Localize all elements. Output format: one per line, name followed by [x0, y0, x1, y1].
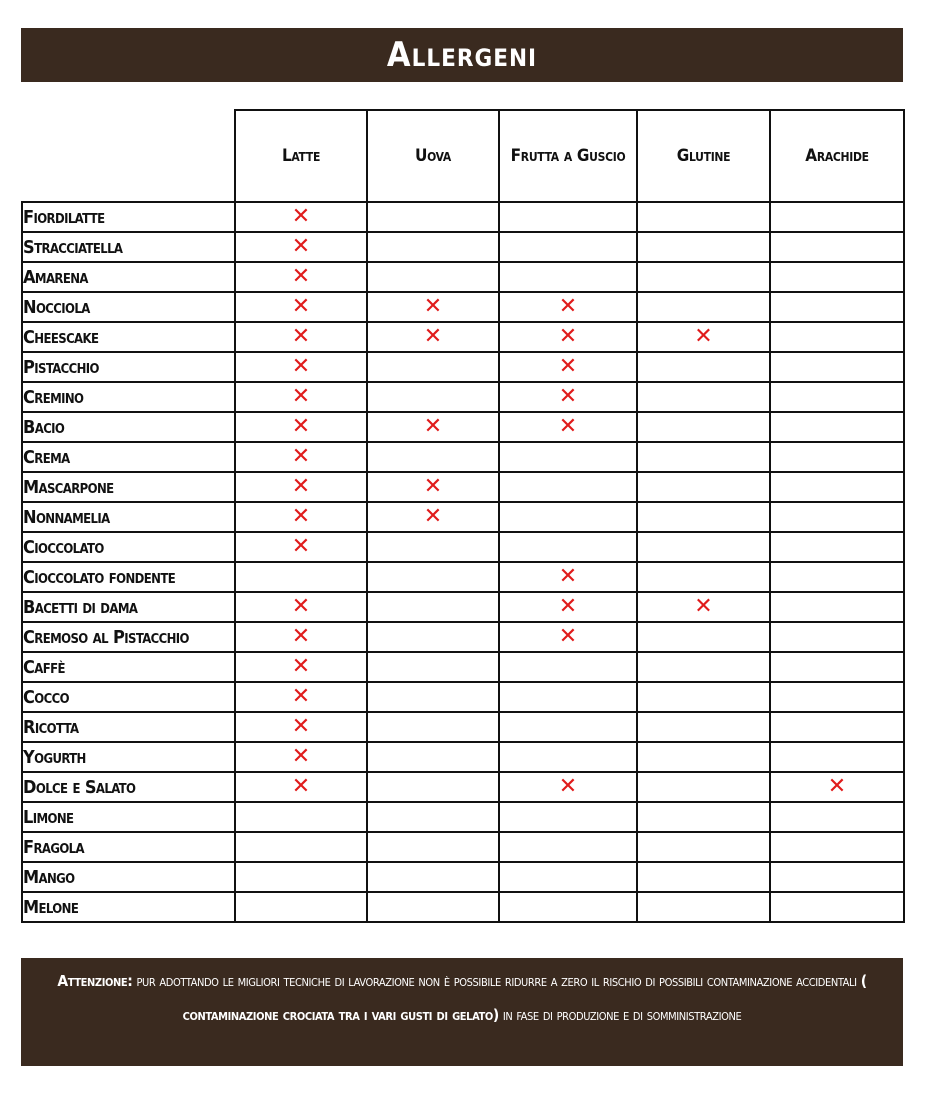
warning-text-1: pur adottando le migliori tecniche di lavorazione non è possibile ridurre a zero il rischio di possibili contaminazione accidentali — [132, 972, 861, 990]
allergen-cell-arachide — [770, 382, 904, 412]
allergen-cell-glutine — [637, 712, 770, 742]
allergen-cell-frutta-a-guscio — [499, 682, 637, 712]
allergen-cell-uova — [367, 322, 499, 352]
allergen-cell-uova — [367, 832, 499, 862]
allergen-cell-frutta-a-guscio — [499, 262, 637, 292]
allergen-cell-glutine — [637, 382, 770, 412]
warning-notice — [21, 958, 903, 1066]
allergen-cell-latte — [235, 232, 367, 262]
flavor-name: Bacetti di dama — [22, 592, 235, 622]
allergen-cell-frutta-a-guscio — [499, 202, 637, 232]
allergen-cell-arachide — [770, 832, 904, 862]
allergen-cell-frutta-a-guscio — [499, 802, 637, 832]
allergen-cell-arachide — [770, 652, 904, 682]
allergen-cell-arachide — [770, 352, 904, 382]
allergen-cell-uova — [367, 592, 499, 622]
cross-icon: ✕ — [291, 624, 311, 649]
cross-icon: ✕ — [558, 354, 578, 379]
allergen-cell-latte — [235, 682, 367, 712]
allergen-cell-frutta-a-guscio — [499, 592, 637, 622]
flavor-name: Nocciola — [22, 292, 235, 322]
table-row — [22, 232, 904, 262]
allergen-cell-arachide — [770, 862, 904, 892]
allergen-cell-latte — [235, 472, 367, 502]
allergen-cell-glutine — [637, 772, 770, 802]
cross-icon: ✕ — [291, 294, 311, 319]
table-row — [22, 622, 904, 652]
allergen-cell-glutine — [637, 562, 770, 592]
allergen-cell-frutta-a-guscio — [499, 232, 637, 262]
allergen-cell-glutine — [637, 532, 770, 562]
allergen-cell-frutta-a-guscio — [499, 532, 637, 562]
column-header-frutta-a-guscio: Frutta a Guscio — [499, 110, 637, 202]
allergen-cell-glutine — [637, 592, 770, 622]
allergen-cell-frutta-a-guscio — [499, 412, 637, 442]
table-row — [22, 262, 904, 292]
allergen-cell-uova — [367, 262, 499, 292]
allergen-cell-uova — [367, 652, 499, 682]
allergen-cell-frutta-a-guscio — [499, 862, 637, 892]
table-row — [22, 502, 904, 532]
column-header-glutine: Glutine — [637, 110, 770, 202]
allergen-cell-frutta-a-guscio — [499, 442, 637, 472]
allergen-cell-uova — [367, 292, 499, 322]
allergen-cell-uova — [367, 412, 499, 442]
allergen-cell-uova — [367, 232, 499, 262]
allergen-cell-arachide — [770, 322, 904, 352]
header-row — [22, 110, 904, 202]
flavor-name: Cheescake — [22, 322, 235, 352]
cross-icon: ✕ — [291, 384, 311, 409]
allergen-cell-glutine — [637, 682, 770, 712]
allergen-table — [21, 109, 905, 923]
cross-icon: ✕ — [558, 324, 578, 349]
allergen-cell-glutine — [637, 622, 770, 652]
allergen-cell-uova — [367, 772, 499, 802]
flavor-name: Amarena — [22, 262, 235, 292]
cross-icon: ✕ — [423, 474, 443, 499]
table-row — [22, 562, 904, 592]
allergen-cell-glutine — [637, 202, 770, 232]
allergen-cell-frutta-a-guscio — [499, 772, 637, 802]
cross-icon: ✕ — [558, 294, 578, 319]
allergen-cell-uova — [367, 472, 499, 502]
allergen-cell-arachide — [770, 622, 904, 652]
allergen-cell-latte — [235, 742, 367, 772]
cross-icon: ✕ — [558, 594, 578, 619]
table-row — [22, 772, 904, 802]
cross-icon: ✕ — [291, 534, 311, 559]
cross-icon: ✕ — [291, 654, 311, 679]
allergen-cell-arachide — [770, 682, 904, 712]
allergen-cell-uova — [367, 892, 499, 922]
cross-icon: ✕ — [291, 684, 311, 709]
allergen-cell-uova — [367, 862, 499, 892]
allergen-cell-latte — [235, 382, 367, 412]
allergen-cell-glutine — [637, 832, 770, 862]
allergen-cell-arachide — [770, 892, 904, 922]
table-row — [22, 592, 904, 622]
column-header-uova: Uova — [367, 110, 499, 202]
allergen-cell-latte — [235, 502, 367, 532]
flavor-name: Melone — [22, 892, 235, 922]
cross-icon: ✕ — [558, 564, 578, 589]
allergen-cell-latte — [235, 712, 367, 742]
allergen-cell-frutta-a-guscio — [499, 892, 637, 922]
title-text: Allergeni — [386, 35, 538, 75]
allergen-cell-arachide — [770, 412, 904, 442]
flavor-name: Fiordilatte — [22, 202, 235, 232]
cross-icon: ✕ — [423, 504, 443, 529]
allergen-cell-frutta-a-guscio — [499, 832, 637, 862]
allergen-cell-uova — [367, 382, 499, 412]
table-row — [22, 682, 904, 712]
allergen-cell-glutine — [637, 652, 770, 682]
table-row — [22, 832, 904, 862]
allergen-cell-latte — [235, 622, 367, 652]
cross-icon: ✕ — [291, 234, 311, 259]
allergen-cell-arachide — [770, 802, 904, 832]
flavor-name: Caffè — [22, 652, 235, 682]
allergen-cell-frutta-a-guscio — [499, 652, 637, 682]
allergen-cell-arachide — [770, 202, 904, 232]
flavor-name: Cioccolato — [22, 532, 235, 562]
cross-icon: ✕ — [291, 354, 311, 379]
allergen-cell-latte — [235, 832, 367, 862]
allergen-cell-latte — [235, 592, 367, 622]
allergen-cell-uova — [367, 622, 499, 652]
allergen-cell-glutine — [637, 352, 770, 382]
allergen-cell-uova — [367, 502, 499, 532]
allergen-cell-frutta-a-guscio — [499, 292, 637, 322]
allergen-cell-latte — [235, 202, 367, 232]
table-body — [22, 202, 904, 922]
allergen-cell-uova — [367, 202, 499, 232]
allergen-cell-frutta-a-guscio — [499, 562, 637, 592]
table-row — [22, 292, 904, 322]
allergen-cell-glutine — [637, 442, 770, 472]
table-row — [22, 712, 904, 742]
flavor-name: Mango — [22, 862, 235, 892]
allergen-cell-arachide — [770, 502, 904, 532]
allergen-cell-frutta-a-guscio — [499, 382, 637, 412]
table-row — [22, 742, 904, 772]
allergen-cell-latte — [235, 262, 367, 292]
flavor-name: Pistacchio — [22, 352, 235, 382]
allergen-cell-latte — [235, 532, 367, 562]
column-header-arachide: Arachide — [770, 110, 904, 202]
flavor-name: Nonnamelia — [22, 502, 235, 532]
allergen-cell-glutine — [637, 892, 770, 922]
flavor-name: Crema — [22, 442, 235, 472]
allergen-cell-frutta-a-guscio — [499, 502, 637, 532]
column-header-latte: Latte — [235, 110, 367, 202]
cross-icon: ✕ — [291, 774, 311, 799]
flavor-name: Fragola — [22, 832, 235, 862]
allergen-cell-uova — [367, 742, 499, 772]
cross-icon: ✕ — [694, 324, 713, 349]
flavor-name: Limone — [22, 802, 235, 832]
cross-icon: ✕ — [558, 774, 578, 799]
allergen-cell-latte — [235, 412, 367, 442]
allergen-cell-glutine — [637, 292, 770, 322]
allergen-cell-arachide — [770, 712, 904, 742]
allergen-cell-frutta-a-guscio — [499, 352, 637, 382]
allergen-cell-latte — [235, 292, 367, 322]
allergen-cell-arachide — [770, 442, 904, 472]
table-row — [22, 442, 904, 472]
table-row — [22, 532, 904, 562]
allergen-cell-uova — [367, 532, 499, 562]
allergen-cell-latte — [235, 652, 367, 682]
warning-label: Attenzione: — [57, 972, 133, 990]
allergen-cell-glutine — [637, 412, 770, 442]
table-row — [22, 352, 904, 382]
warning-text-2: in fase di produzione e di somministrazione — [498, 1006, 742, 1024]
flavor-name: Yogurth — [22, 742, 235, 772]
flavor-name: Cocco — [22, 682, 235, 712]
allergen-cell-frutta-a-guscio — [499, 622, 637, 652]
allergen-cell-frutta-a-guscio — [499, 322, 637, 352]
allergen-cell-glutine — [637, 232, 770, 262]
table-row — [22, 382, 904, 412]
allergen-cell-arachide — [770, 292, 904, 322]
allergen-cell-uova — [367, 442, 499, 472]
allergen-cell-glutine — [637, 262, 770, 292]
allergen-cell-latte — [235, 352, 367, 382]
cross-icon: ✕ — [291, 504, 311, 529]
allergen-cell-glutine — [637, 862, 770, 892]
cross-icon: ✕ — [291, 414, 311, 439]
flavor-name: Dolce e Salato — [22, 772, 235, 802]
allergen-cell-uova — [367, 682, 499, 712]
cross-icon: ✕ — [291, 324, 311, 349]
flavor-name: Ricotta — [22, 712, 235, 742]
allergen-cell-uova — [367, 802, 499, 832]
allergen-cell-glutine — [637, 802, 770, 832]
cross-icon: ✕ — [291, 444, 311, 469]
page-title — [21, 28, 903, 82]
allergen-cell-latte — [235, 442, 367, 472]
allergen-cell-frutta-a-guscio — [499, 472, 637, 502]
allergen-cell-latte — [235, 322, 367, 352]
allergen-cell-arachide — [770, 562, 904, 592]
cross-icon: ✕ — [423, 414, 443, 439]
flavor-name: Cremoso al Pistacchio — [22, 622, 235, 652]
allergen-cell-arachide — [770, 472, 904, 502]
cross-icon: ✕ — [423, 294, 443, 319]
allergen-cell-uova — [367, 712, 499, 742]
cross-icon: ✕ — [291, 204, 311, 229]
allergen-cell-latte — [235, 892, 367, 922]
cross-icon: ✕ — [291, 594, 311, 619]
cross-icon: ✕ — [558, 384, 578, 409]
table-row — [22, 412, 904, 442]
cross-icon: ✕ — [694, 594, 713, 619]
allergen-cell-arachide — [770, 532, 904, 562]
cross-icon: ✕ — [423, 324, 443, 349]
allergen-cell-glutine — [637, 472, 770, 502]
warning-emphasis: ( contaminazione crociata tra i vari gusti di gelato) — [182, 972, 867, 1024]
cross-icon: ✕ — [291, 744, 311, 769]
cross-icon: ✕ — [291, 714, 311, 739]
allergen-cell-latte — [235, 802, 367, 832]
allergen-cell-glutine — [637, 742, 770, 772]
cross-icon: ✕ — [291, 264, 311, 289]
cross-icon: ✕ — [558, 414, 578, 439]
allergen-cell-arachide — [770, 742, 904, 772]
table-row — [22, 472, 904, 502]
cross-icon: ✕ — [827, 774, 847, 799]
flavor-name: Stracciatella — [22, 232, 235, 262]
table-row — [22, 322, 904, 352]
allergen-cell-glutine — [637, 502, 770, 532]
allergen-cell-latte — [235, 562, 367, 592]
flavor-name: Bacio — [22, 412, 235, 442]
allergen-cell-latte — [235, 772, 367, 802]
allergen-cell-glutine — [637, 322, 770, 352]
table-row — [22, 652, 904, 682]
cross-icon: ✕ — [291, 474, 311, 499]
allergen-cell-uova — [367, 352, 499, 382]
allergen-cell-frutta-a-guscio — [499, 742, 637, 772]
table-row — [22, 862, 904, 892]
allergen-cell-frutta-a-guscio — [499, 712, 637, 742]
flavor-name: Cioccolato fondente — [22, 562, 235, 592]
allergen-cell-arachide — [770, 262, 904, 292]
corner-cell — [22, 110, 235, 202]
allergen-cell-latte — [235, 862, 367, 892]
allergen-cell-arachide — [770, 772, 904, 802]
table-row — [22, 202, 904, 232]
allergen-cell-arachide — [770, 592, 904, 622]
flavor-name: Cremino — [22, 382, 235, 412]
flavor-name: Mascarpone — [22, 472, 235, 502]
allergen-cell-arachide — [770, 232, 904, 262]
allergen-cell-uova — [367, 562, 499, 592]
table-row — [22, 892, 904, 922]
cross-icon: ✕ — [558, 624, 578, 649]
table-row — [22, 802, 904, 832]
